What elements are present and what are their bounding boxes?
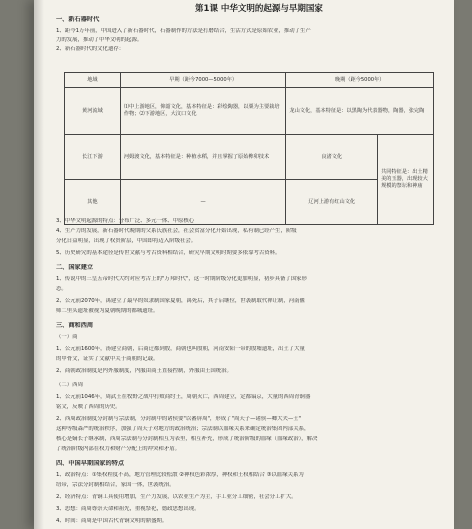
document-title: 第1课 中华文明的起源与早期国家 bbox=[195, 4, 323, 14]
table-cell-region: 长江下游 bbox=[65, 135, 121, 180]
text-line: 1、距今1万年前，中国进入了新石器时代，石器制作的方法是打磨结合，生活方式是原始农业，推动了生产 bbox=[56, 28, 311, 34]
table-row bbox=[65, 135, 434, 180]
section-heading: 四、中国早期国家的特点 bbox=[56, 460, 125, 467]
table-cell-region: 其他 bbox=[65, 180, 121, 225]
section-heading: 二、国家建立 bbox=[56, 264, 94, 271]
text-line: 5、历史研究的基本途径是传世文献与考古资料相结合，研究早期文明时期要多依靠考古资料。 bbox=[56, 250, 281, 256]
text-line: 2、新石器时代的文化遗存： bbox=[56, 46, 125, 52]
text-line: 力的发展，推动了中华文明的起源。 bbox=[56, 37, 143, 43]
text-line: 师二里头遗址被视为夏朝晚期的都城遗址。 bbox=[56, 308, 159, 314]
text-line: 1、传说中的三皇五帝时代大约对应考古上的"万邦时代"，这一时期阶级分化更加明显，初步具备了国家形 bbox=[56, 276, 307, 282]
table-header-early: 早期（距今7000—5000年） bbox=[120, 73, 286, 88]
text-line: 2、西周政治制度分封制与宗法制，分封制中的诸侯要"以蕃屏周"，形成了"周天子—诸侯—卿大夫—士" bbox=[56, 416, 302, 422]
document-page bbox=[34, 0, 454, 529]
text-line: 4、生产力的发展，新石器时代晚期的父系氏族社会，社会贫富分化开始出现，私有制已经产生，阶级 bbox=[56, 228, 297, 234]
table-cell-late: 良渚文化 bbox=[286, 135, 378, 180]
text-line: （一）商 bbox=[56, 334, 78, 340]
text-line: 纽带，宗法分封制相结合，家国一体，世袭统治。 bbox=[56, 482, 175, 488]
table-header-late: 晚期（距今5000年） bbox=[286, 73, 434, 88]
text-line: 了统治阶级内部在权力和财产分配上的冲突和矛盾。 bbox=[56, 446, 180, 452]
text-line: 3、思想：商周尊崇天命和祖先，重视祭祀，德政思想出现。 bbox=[56, 506, 200, 512]
text-line: 这种等级森严的统治秩序，加强了周天子对地方的政治统治；宗法制以血缘关系来确定统治集团内部关系， bbox=[56, 426, 310, 432]
text-line: 4、时间：商周是中国古代青铜文明的鼎盛期。 bbox=[56, 518, 168, 524]
text-line: （二）西周 bbox=[56, 382, 83, 388]
text-line: 的甲骨文，证实了文献中关于商朝的记载。 bbox=[56, 356, 159, 362]
table-cell-late: 辽河上游有红山文化 bbox=[286, 180, 378, 225]
neolithic-culture-table bbox=[64, 72, 434, 225]
text-line: 核心是嫡长子继承制，西周宗法制与分封制相互为表里，相互补充，形成了统治阶级的血缘（血缘政治），解决 bbox=[56, 436, 318, 442]
table-header-row bbox=[65, 73, 434, 88]
table-row bbox=[65, 88, 434, 135]
text-line: 2、商朝政治制度是内外服制度，内服由商王直接控制，外服由王国统治。 bbox=[56, 368, 232, 374]
table-cell-early: 河姆渡文化，基本特征是：种植水稻，并且掌握了原始榫卯技术 bbox=[120, 135, 286, 180]
table-cell-early: — bbox=[120, 180, 286, 225]
text-line: 铭文，反映了西周的历史。 bbox=[56, 404, 121, 410]
text-line: 2、经济特点：青铜工具使用增加，生产力发展，以农业生产为主，手工业分工细密，社会分工扩大。 bbox=[56, 494, 297, 500]
section-heading: 一、新石器时代 bbox=[56, 16, 100, 23]
text-line: 1、政治特点：①集权程度不高，地方管理比较松散 ②神权色彩浓厚，神权和王权相结合 ③以血缘关系为 bbox=[56, 472, 304, 478]
text-line: 态。 bbox=[56, 286, 67, 292]
table-cell-region: 黄河流域 bbox=[65, 88, 121, 135]
table-cell-common-features: 共同特征是：出土精美的玉器，出现较大规模的祭坛和神庙 bbox=[378, 135, 434, 225]
text-line: 分化日益明显，出现了权贵阶层，中国即将迈入阶级社会。 bbox=[56, 238, 197, 244]
text-line: 3、中华文明起源的特点：分布广泛、多元一体、中原核心 bbox=[56, 218, 195, 224]
text-line: 1、公元前1046年，周武王在牧野之战中打败商纣王，周朝灭亡，西周建立，定都镐京，大量的西周青铜器 bbox=[56, 394, 311, 400]
text-line: 1、公元前1600年，汤建立商朝，后商迁都到殷，商朝也叫殷朝，河南安阳一带的殷墟遗址，出土了大量 bbox=[56, 346, 305, 352]
section-heading: 三、商和西周 bbox=[56, 322, 94, 329]
page-fold-shadow bbox=[34, 0, 44, 529]
table-cell-late: 龙山文化，基本特征是：以黑陶为代表器物，陶器，张完陶 bbox=[286, 88, 434, 135]
table-header-region: 地域 bbox=[65, 73, 121, 88]
text-line: 2、公元前2070年，禹建立了最早的奴隶制国家夏朝，禹死后，其子启继位，世袭制取代禅让制，河南偃 bbox=[56, 298, 305, 304]
table-cell-early: ⑴中上游地区，仰韶文化，基本特征是：彩绘陶器，以粟为主要栽培作物；⑵下游地区，大汶口文化 bbox=[120, 88, 286, 135]
